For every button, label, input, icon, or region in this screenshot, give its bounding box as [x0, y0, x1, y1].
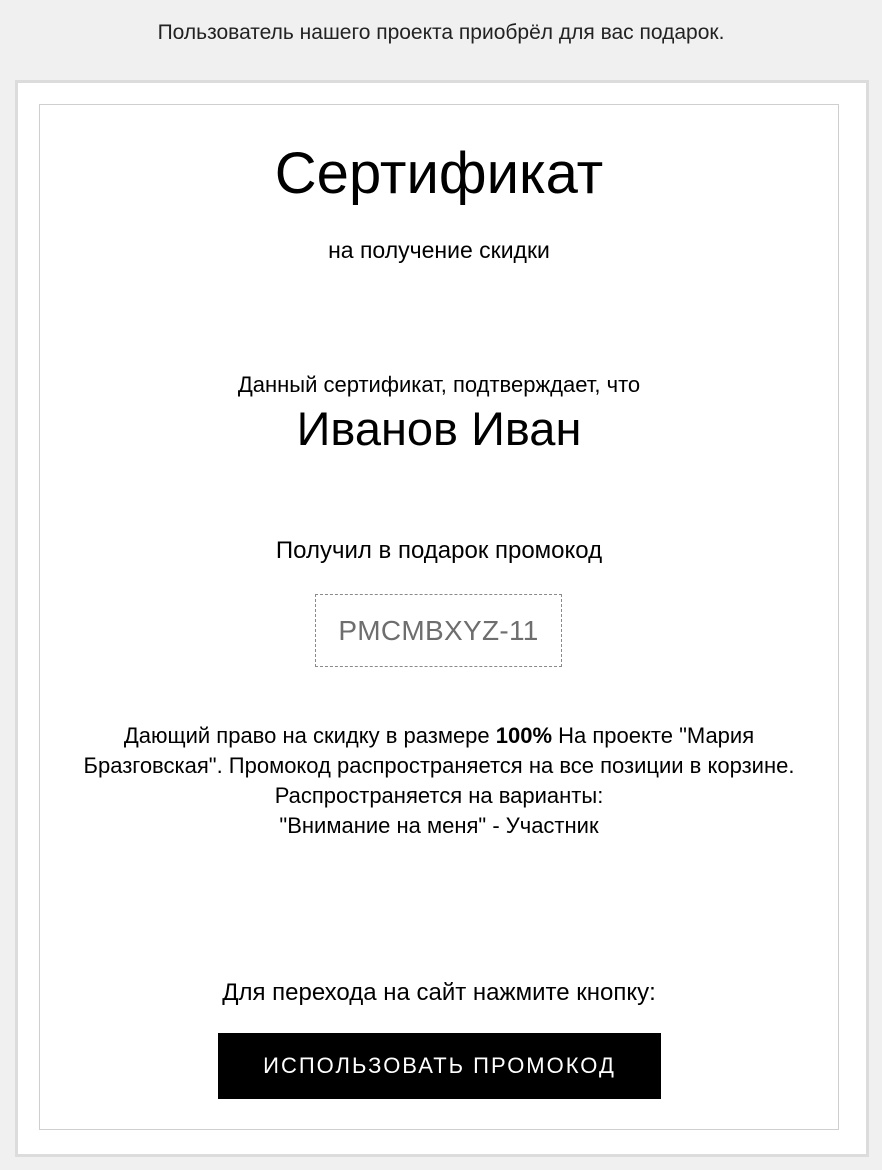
recipient-name: Иванов Иван	[296, 402, 582, 455]
use-promo-code-button[interactable]: ИСПОЛЬЗОВАТЬ ПРОМОКОД	[218, 1033, 661, 1099]
cta-text: Для перехода на сайт нажмите кнопку:	[222, 979, 656, 1006]
certificate-frame	[39, 104, 839, 1130]
confirm-text: Данный сертификат, подтверждает, что	[237, 372, 641, 397]
variants-value: "Внимание на меня" - Участник	[279, 813, 599, 838]
promo-code[interactable]: PMCMBXYZ-11	[338, 614, 539, 646]
description-suffix: На проекте "Мария Бразговская". Промокод распространяется на все позиции в корзине.	[83, 723, 795, 778]
discount-description	[80, 721, 798, 841]
description-prefix: Дающий право на скидку в размере	[123, 723, 496, 748]
email-card	[15, 80, 869, 1157]
promo-code-box[interactable]	[315, 594, 562, 667]
variants-label: Распространяется на варианты:	[274, 783, 604, 808]
certificate-title: Сертификат	[274, 141, 604, 206]
certificate-subtitle: на получение скидки	[328, 237, 550, 263]
received-text: Получил в подарок промокод	[275, 537, 603, 564]
discount-value: 100%	[495, 723, 553, 748]
preheader-text: Пользователь нашего проекта приобрёл для вас подарок.	[157, 21, 725, 44]
